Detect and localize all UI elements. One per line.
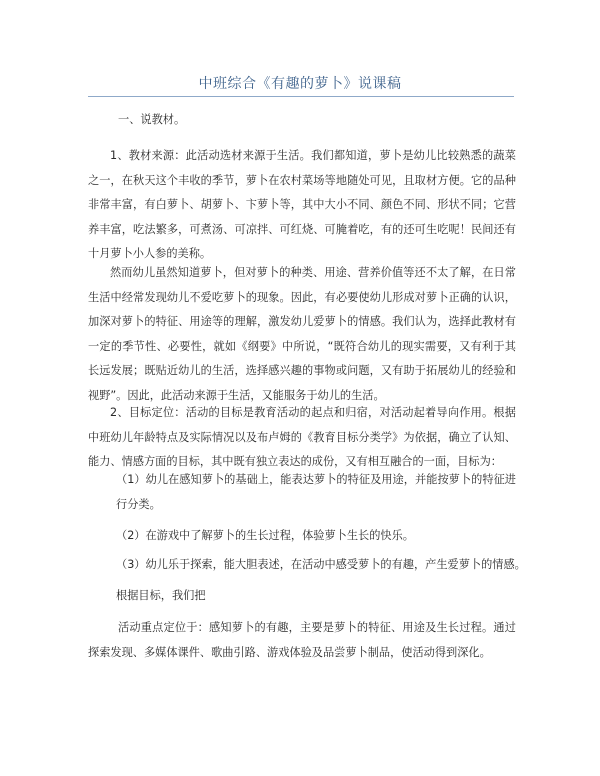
paragraph-basis: 根据目标，我们把 [116,589,206,602]
document-title: 中班综合《有趣的萝卜》说课稿 [198,76,402,92]
title-divider [88,96,514,97]
paragraph-material-source: 1、教材来源：此活动选材来源于生活。我们都知道，萝卜是幼儿比较熟悉的蔬菜之一，在秋天这个丰收的季节，萝卜在农村菜场等地随处可见，且取材方便。它的品种非常丰富，有白萝卜、胡萝卜、卞萝卜等，其中大小不同、颜色不同、形状不同；它营养丰富，吃法繁多，可煮汤、可凉拌、可红烧、可腌着吃，有的还可生吃呢！民间还有十月萝卜小人参的美称。 [88,149,516,261]
goal-item-2: （2）在游戏中了解萝卜的生长过程，体验萝卜生长的快乐。 [116,529,414,542]
goal-item-1: （1）幼儿在感知萝卜的基础上，能表达萝卜的特征及用途，并能按萝卜的特征进行分类。 [116,473,516,511]
paragraph-activity-focus: 活动重点定位于：感知萝卜的有趣，主要是萝卜的特征、用途及生长过程。通过探索发现、多媒体课件、歌曲引路、游戏体验及品尝萝卜制品，使活动得到深化。 [88,621,516,659]
paragraph-material-reason: 然而幼儿虽然知道萝卜，但对萝卜的种类、用途、营养价值等还不太了解，在日常生活中经常发现幼儿不爱吃萝卜的现象。因此，有必要使幼儿形成对萝卜正确的认识，加深对萝卜的特征、用途等的理解，激发幼儿爱萝卜的情感。我们认为，选择此教材有一定的季节性、必要性，就如《纲要》中所说，“既符合幼儿的现实需要，又有利于其长远发展；既贴近幼儿的生活，选择感兴趣的事物或问题，又有助于拓展幼儿的经验和视野”。因此，此活动来源于生活，又能服务于幼儿的生活。 [88,266,516,402]
section-heading: 一、说教材。 [118,113,186,126]
paragraph-goal-positioning: 2、目标定位：活动的目标是教育活动的起点和归宿，对活动起着导向作用。根据中班幼儿年龄特点及实际情况以及布卢姆的《教育目标分类学》为依据，确立了认知、能力、情感方面的目标，其中既有独立表达的成份，又有相互融合的一面，目标为： [88,406,516,469]
goal-item-3: （3）幼儿乐于探索，能大胆表述，在活动中感受萝卜的有趣，产生爱萝卜的情感。 [116,558,526,571]
